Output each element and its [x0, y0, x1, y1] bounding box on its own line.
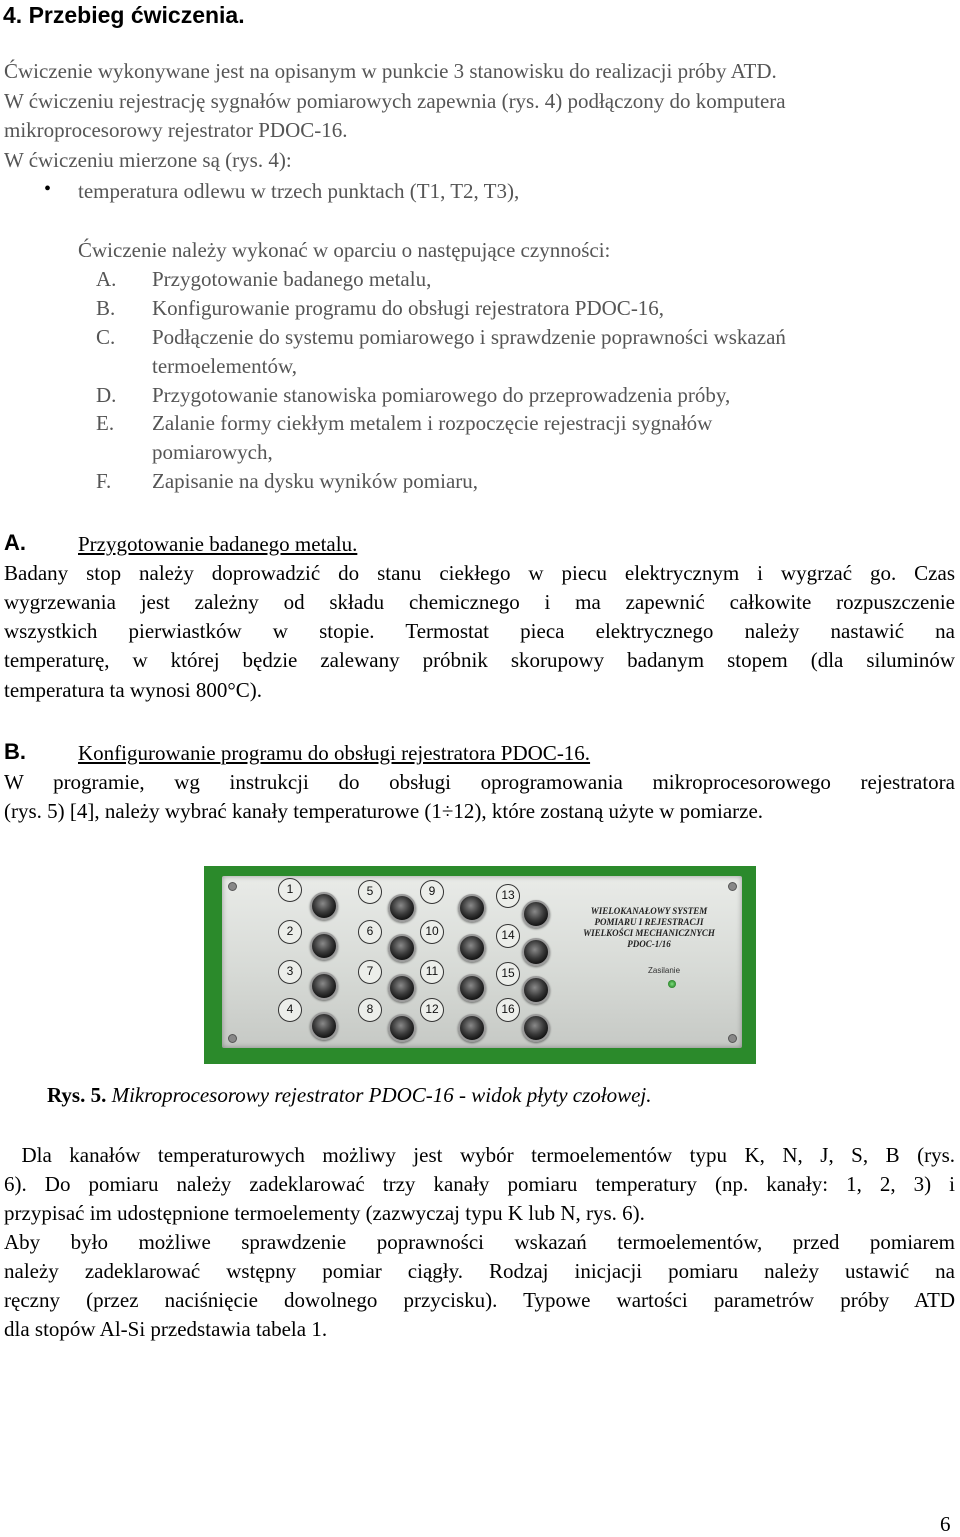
step-label-c: C. — [96, 325, 116, 349]
section-a-line-3: wszystkich pierwiastków w stopie. Termostat pieca elektrycznego należy nastawić na — [4, 619, 955, 643]
channel-number: 7 — [358, 960, 382, 984]
closing-line-5: należy zadeklarować wstępny pomiar ciągły. Rodzaj inicjacji pomiaru należy ustawić na — [4, 1259, 955, 1283]
step-label-e: E. — [96, 411, 115, 435]
channel-number: 13 — [496, 884, 520, 908]
power-led-icon — [668, 980, 676, 988]
section-a-line-2: wygrzewania jest zależny od składu chemicznego i ma zapewnić całkowite rozpuszczenie — [4, 590, 955, 614]
channel-number: 16 — [496, 998, 520, 1022]
section-heading: 4. Przebieg ćwiczenia. — [3, 2, 245, 28]
bullet-text: temperatura odlewu w trzech punktach (T1, T2, T3), — [78, 179, 520, 203]
channel-connector — [522, 938, 550, 966]
step-text-c: Podłączenie do systemu pomiarowego i sprawdzenie poprawności wskazań — [152, 325, 786, 349]
page-number: 6 — [940, 1512, 951, 1536]
plate-line: POMIARU I REJESTRACJI — [594, 917, 704, 927]
plate-line: PDOC-1/16 — [627, 939, 671, 949]
channel-connector — [388, 934, 416, 962]
step-text-e: Zalanie formy ciekłym metalem i rozpoczęcie rejestracji sygnałów — [152, 411, 713, 435]
closing-line-2: 6). Do pomiaru należy zadeklarować trzy kanały pomiaru temperatury (np. kanały: 1, 2, 3) i — [4, 1172, 955, 1196]
section-b-label: B. — [4, 739, 26, 764]
channel-connector — [310, 892, 338, 920]
caption-text: Mikroprocesorowy rejestrator PDOC-16 - widok płyty czołowej. — [111, 1083, 652, 1107]
channel-connector — [310, 932, 338, 960]
screw — [728, 882, 737, 891]
channel-connector — [388, 974, 416, 1002]
section-a-line-4: temperaturę, w której będzie zalewany próbnik skorupowy badanym stopem (dla siluminów — [4, 648, 955, 672]
power-label: Zasilanie — [648, 966, 681, 975]
channel-connector — [458, 1014, 486, 1042]
section-a-line-1: Badany stop należy doprowadzić do stanu ciekłego w piecu elektrycznym i wygrzać go. Czas — [4, 561, 955, 585]
closing-line-3: przypisać im udostępnione termoelementy (zazwyczaj typu K lub N, rys. 6). — [4, 1201, 645, 1225]
channel-connector — [310, 1012, 338, 1040]
section-a-title: Przygotowanie badanego metalu. — [78, 532, 358, 556]
screw — [728, 1034, 737, 1043]
channel-number: 8 — [358, 998, 382, 1022]
channel-number: 2 — [278, 920, 302, 944]
screw — [228, 1034, 237, 1043]
closing-line-6: ręczny (przez naciśnięcie dowolnego przycisku). Typowe wartości parametrów próby ATD — [4, 1288, 955, 1312]
channel-number: 1 — [278, 878, 302, 902]
channel-number: 9 — [420, 880, 444, 904]
section-a-label: A. — [4, 530, 26, 555]
step-label-a: A. — [96, 267, 117, 291]
plate-line: WIELOKANAŁOWY SYSTEM — [590, 906, 708, 916]
figure-caption — [47, 1081, 652, 1110]
step-label-f: F. — [96, 469, 112, 493]
channel-number: 4 — [278, 998, 302, 1022]
channel-number: 10 — [420, 920, 444, 944]
plate-line: WIELKOŚCI MECHANICZNYCH — [583, 928, 715, 938]
channel-number: 14 — [496, 924, 520, 948]
intro-line-2: W ćwiczeniu rejestrację sygnałów pomiarowych zapewnia (rys. 4) podłączony do komputera — [4, 89, 786, 113]
step-text-d: Przygotowanie stanowiska pomiarowego do przeprowadzenia próby, — [152, 383, 731, 407]
steps-intro: Ćwiczenie należy wykonać w oparciu o następujące czynności: — [78, 238, 611, 262]
bullet-point: • — [44, 178, 52, 200]
intro-line-4: W ćwiczeniu mierzone są (rys. 4): — [4, 148, 292, 172]
closing-line-4: Aby było możliwe sprawdzenie poprawności wskazań termoelementów, przed pomiarem — [4, 1230, 955, 1254]
channel-connector — [458, 974, 486, 1002]
screw — [228, 882, 237, 891]
caption-label: Rys. 5. — [47, 1083, 107, 1107]
step-text-e-cont: pomiarowych, — [152, 440, 273, 464]
channel-connector — [458, 894, 486, 922]
recorder-photo — [204, 866, 756, 1064]
channel-number: 12 — [420, 998, 444, 1022]
channel-connector — [458, 934, 486, 962]
recorder-front-panel — [222, 876, 742, 1048]
channel-connector — [522, 976, 550, 1004]
channel-number: 5 — [358, 880, 382, 904]
intro-line-1: Ćwiczenie wykonywane jest na opisanym w punkcie 3 stanowisku do realizacji próby ATD. — [4, 59, 777, 83]
step-text-b: Konfigurowanie programu do obsługi rejestratora PDOC-16, — [152, 296, 665, 320]
channel-connector — [522, 900, 550, 928]
step-text-f: Zapisanie na dysku wyników pomiaru, — [152, 469, 479, 493]
device-name-plate — [574, 906, 724, 950]
section-a-line-5: temperatura ta wynosi 800°C). — [4, 678, 262, 702]
section-b-line-1: W programie, wg instrukcji do obsługi oprogramowania mikroprocesorowego rejestratora — [4, 770, 955, 794]
intro-line-3: mikroprocesorowy rejestrator PDOC-16. — [4, 118, 348, 142]
section-b-title: Konfigurowanie programu do obsługi rejestratora PDOC-16. — [78, 741, 591, 765]
channel-number: 6 — [358, 920, 382, 944]
step-text-c-cont: termoelementów, — [152, 354, 298, 378]
channel-number: 11 — [420, 960, 444, 984]
step-text-a: Przygotowanie badanego metalu, — [152, 267, 432, 291]
channel-number: 3 — [278, 960, 302, 984]
closing-line-1: Dla kanałów temperaturowych możliwy jest wybór termoelementów typu K, N, J, S, B (rys. — [4, 1143, 955, 1167]
section-b-line-2: (rys. 5) [4], należy wybrać kanały temperaturowe (1÷12), które zostaną użyte w pomiarze. — [4, 799, 764, 823]
channel-number: 15 — [496, 962, 520, 986]
closing-line-7: dla stopów Al-Si przedstawia tabela 1. — [4, 1317, 328, 1341]
channel-connector — [310, 972, 338, 1000]
channel-connector — [388, 1014, 416, 1042]
step-label-b: B. — [96, 296, 116, 320]
channel-connector — [388, 894, 416, 922]
step-label-d: D. — [96, 383, 117, 407]
channel-connector — [522, 1014, 550, 1042]
